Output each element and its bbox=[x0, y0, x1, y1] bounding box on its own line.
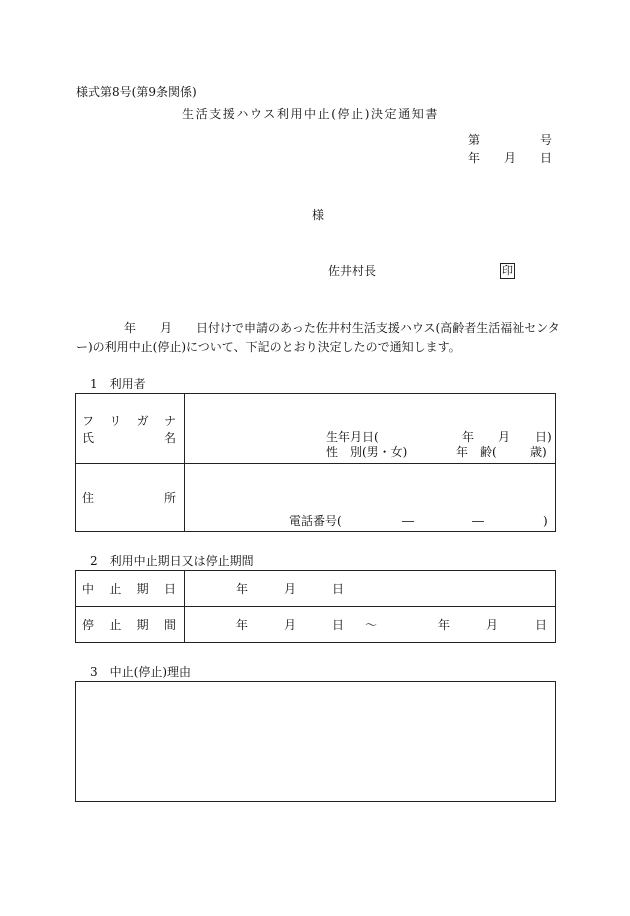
name-char: 名 bbox=[163, 431, 176, 445]
label-char: 止 bbox=[109, 582, 122, 596]
birth-year: 年 bbox=[462, 430, 475, 444]
period-from-month: 月 bbox=[284, 618, 297, 632]
section3-heading: 3 中止(停止)理由 bbox=[90, 665, 191, 679]
name-label bbox=[82, 432, 176, 444]
body-line-1: 年 月 日付けで申請のあった佐井村生活支援ハウス(高齢者生活福祉センタ bbox=[124, 321, 560, 335]
furigana-char: リ bbox=[109, 414, 122, 428]
document-title: 生活支援ハウス利用中止(停止)決定通知書 bbox=[182, 107, 440, 121]
furigana-char: ナ bbox=[163, 414, 176, 428]
stop-date-month: 月 bbox=[284, 582, 297, 596]
label-char: 停 bbox=[82, 618, 95, 632]
addressee-suffix: 様 bbox=[312, 208, 325, 222]
period-from-year: 年 bbox=[236, 618, 249, 632]
stop-date-day: 日 bbox=[332, 582, 345, 596]
doc-number-prefix: 第 bbox=[468, 133, 481, 147]
label-char: 間 bbox=[163, 618, 176, 632]
furigana-label bbox=[82, 415, 176, 427]
date-month: 月 bbox=[504, 151, 517, 165]
table-divider bbox=[75, 606, 556, 607]
period-to-day: 日 bbox=[535, 618, 548, 632]
period-tilde: ～ bbox=[365, 618, 378, 632]
body-line-2: ー)の利用中止(停止)について、下記のとおり決定したので通知します。 bbox=[76, 340, 461, 354]
phone-close: ) bbox=[543, 514, 548, 528]
label-char: 期 bbox=[136, 618, 149, 632]
table-divider bbox=[184, 570, 185, 643]
phone-dash: ― bbox=[472, 514, 484, 528]
date-day: 日 bbox=[540, 151, 553, 165]
label-char: 中 bbox=[82, 582, 95, 596]
label-char: 止 bbox=[109, 618, 122, 632]
suspension-period-label bbox=[82, 619, 176, 631]
period-to-month: 月 bbox=[486, 618, 499, 632]
issuer: 佐井村長 bbox=[328, 264, 377, 278]
date-year: 年 bbox=[468, 151, 481, 165]
sex-label: 性 別(男・女) bbox=[326, 445, 408, 459]
label-char: 期 bbox=[136, 582, 149, 596]
table-divider bbox=[184, 393, 185, 532]
address-char: 所 bbox=[163, 491, 176, 505]
stop-date-year: 年 bbox=[236, 582, 249, 596]
age-label: 年 齢( bbox=[456, 445, 497, 459]
phone-dash: ― bbox=[402, 514, 414, 528]
form-label: 様式第8号(第9条関係) bbox=[76, 85, 197, 99]
age-suffix: 歳) bbox=[530, 445, 547, 459]
stop-date-label bbox=[82, 583, 176, 595]
furigana-char: ガ bbox=[136, 414, 149, 428]
address-label bbox=[82, 492, 176, 504]
birth-day: 日) bbox=[535, 430, 552, 444]
seal-mark: 印 bbox=[502, 264, 513, 277]
doc-number-suffix: 号 bbox=[540, 133, 553, 147]
section1-heading: 1 利用者 bbox=[90, 377, 146, 391]
birth-month: 月 bbox=[498, 430, 511, 444]
furigana-char: フ bbox=[82, 414, 95, 428]
birth-label: 生年月日( bbox=[326, 430, 379, 444]
name-char: 氏 bbox=[82, 431, 95, 445]
table-divider bbox=[75, 463, 556, 464]
period-to-year: 年 bbox=[438, 618, 451, 632]
phone-label: 電話番号( bbox=[289, 514, 342, 528]
period-from-day: 日 bbox=[332, 618, 345, 632]
address-char: 住 bbox=[82, 491, 95, 505]
reason-box bbox=[75, 681, 556, 802]
section2-heading: 2 利用中止期日又は停止期間 bbox=[90, 554, 254, 568]
label-char: 日 bbox=[163, 582, 176, 596]
